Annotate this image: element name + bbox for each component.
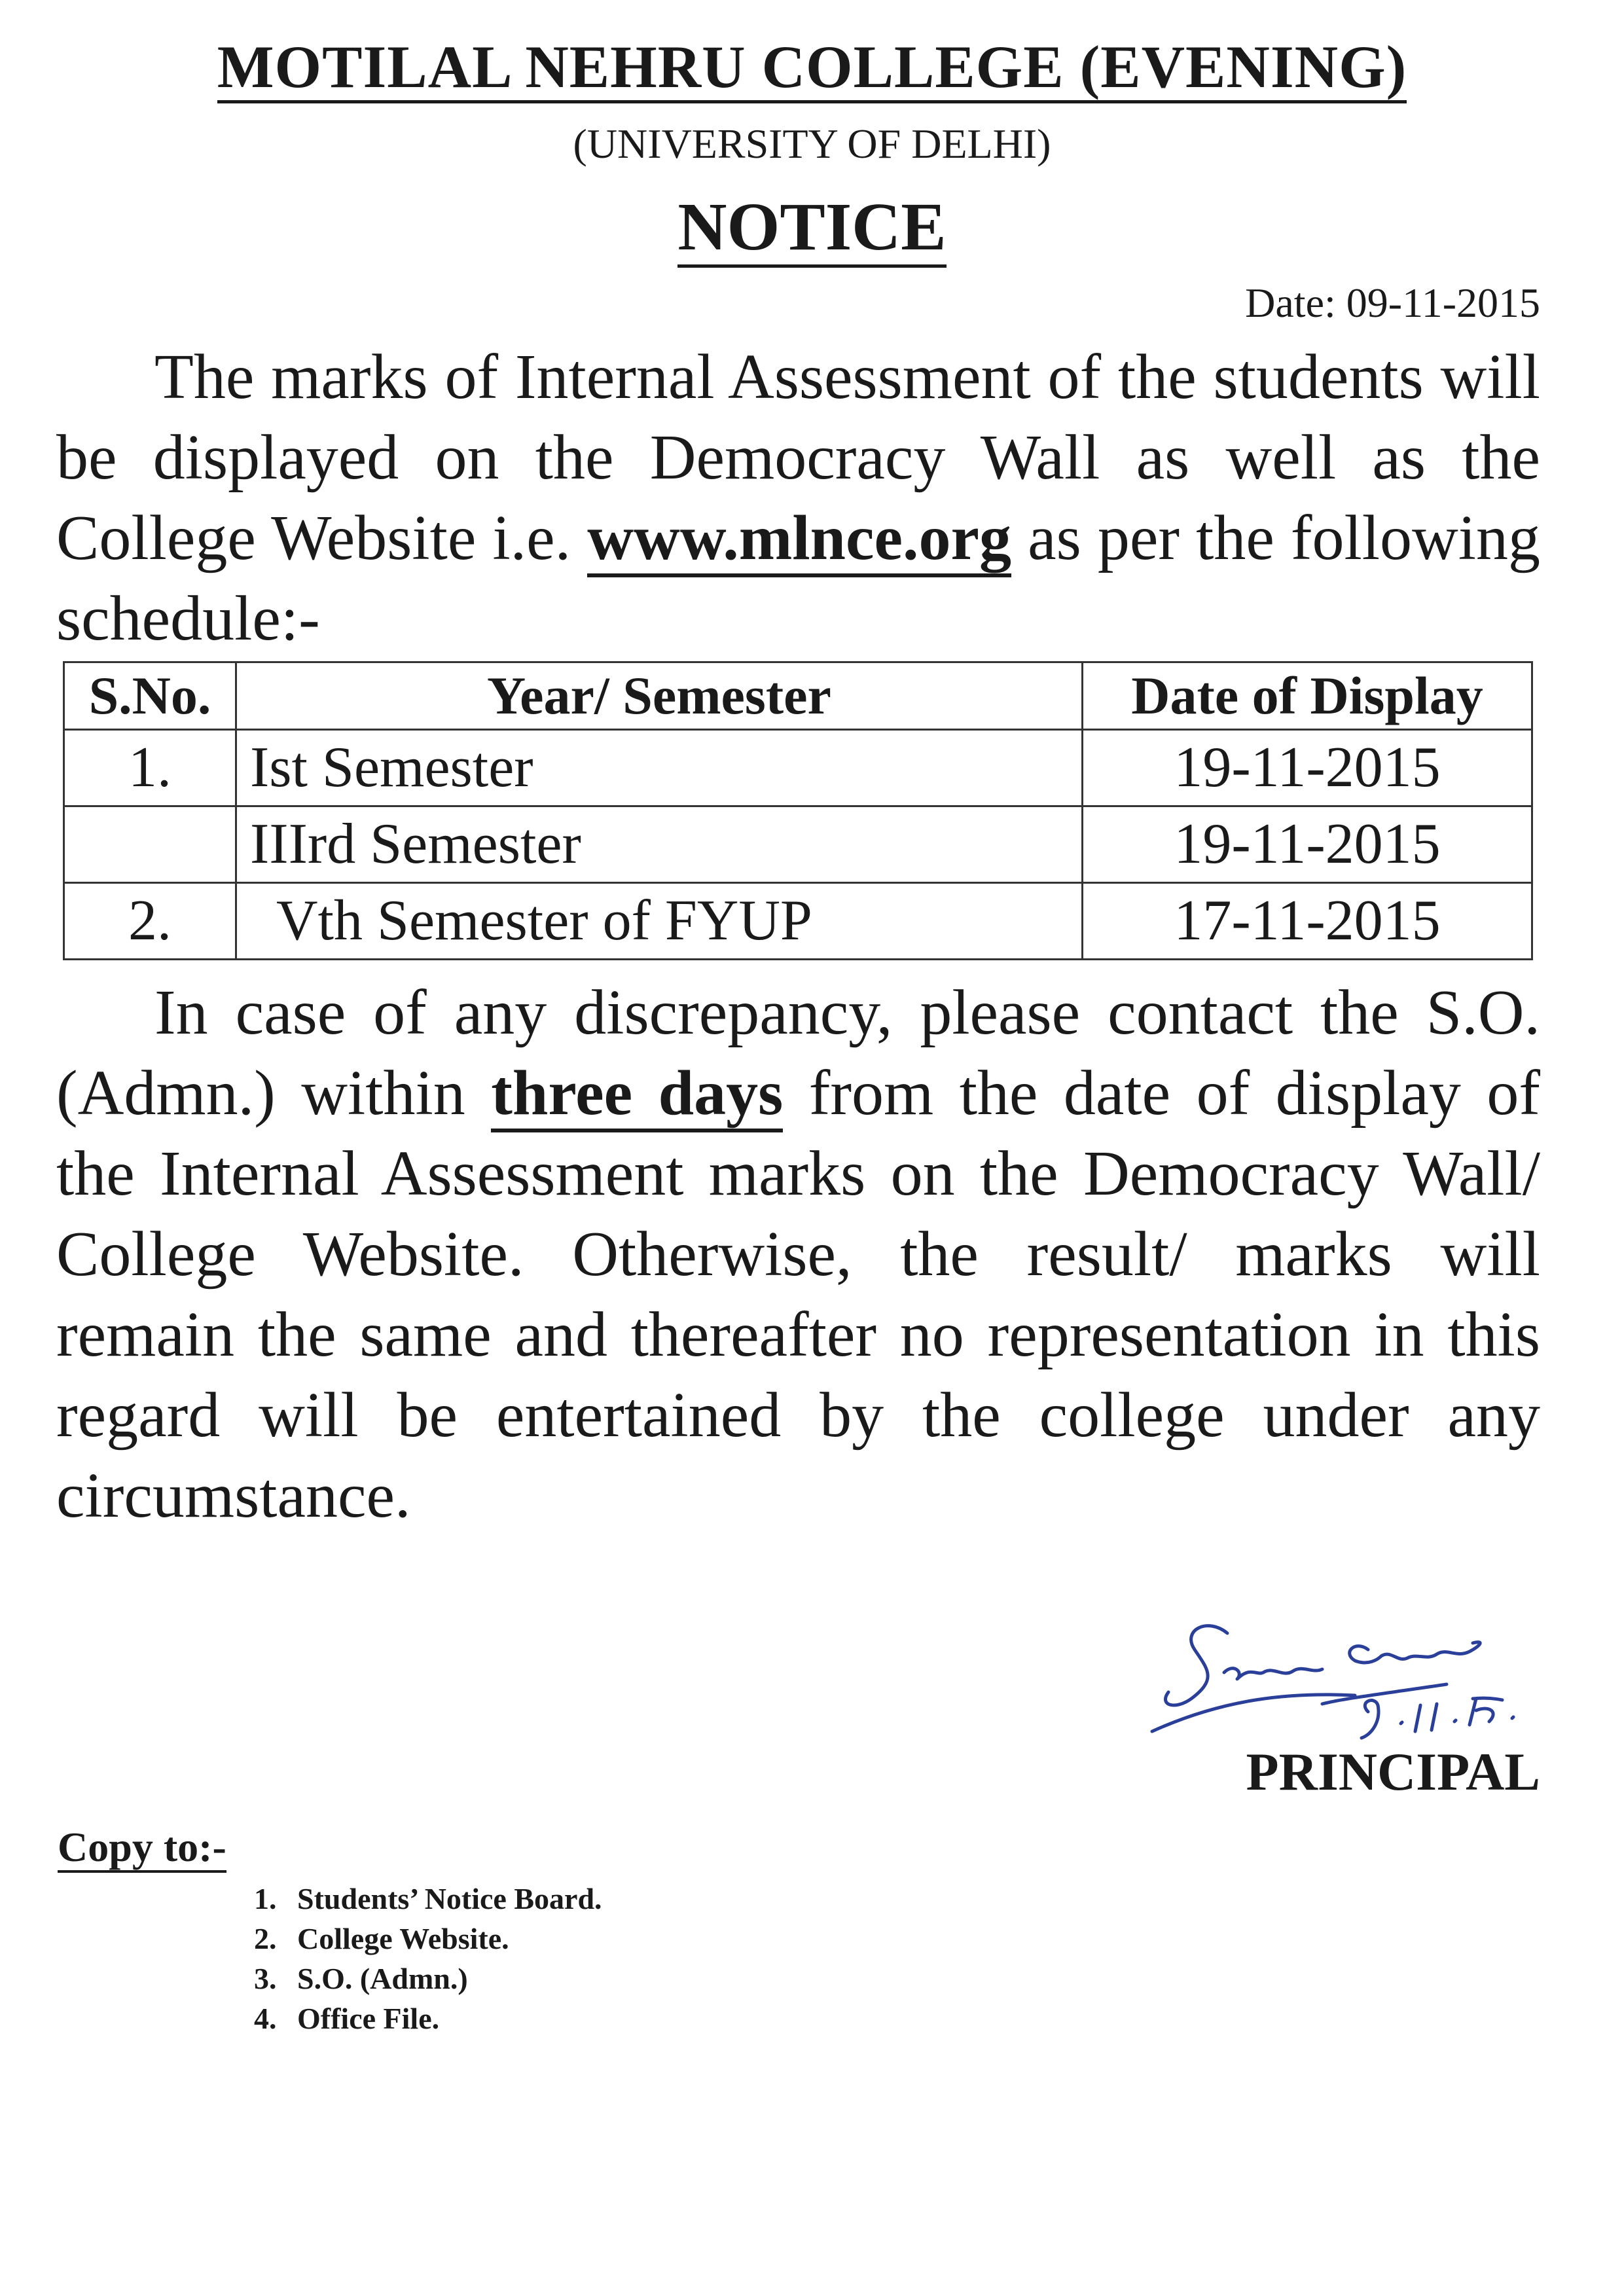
row-sno: 2. <box>64 883 236 960</box>
discrepancy-text-end: from the date of display of the Internal Assessment marks on the Democracy Wall/ College Website. Otherwise, the result/ marks will remain the same and thereafter no representation in this regard will be entertained by the college under any circumstance. <box>56 1058 1540 1531</box>
list-item: 3. S.O. (Admn.) <box>254 1962 468 1995</box>
list-item: 2. College Website. <box>254 1922 509 1955</box>
copy-to-list <box>254 1879 602 2038</box>
header-sno: S.No. <box>64 662 236 730</box>
row-date: 19-11-2015 <box>1083 730 1532 806</box>
row-sno: 1. <box>64 730 236 806</box>
website-link[interactable]: www.mlnce.org <box>587 503 1011 577</box>
row-sno <box>64 806 236 883</box>
discrepancy-paragraph <box>56 973 1540 1536</box>
table-row <box>64 806 1532 883</box>
deadline-emphasis: three days <box>491 1058 783 1132</box>
schedule-table <box>63 661 1533 960</box>
table-header-row <box>64 662 1532 730</box>
row-semester: Vth Semester of FYUP <box>236 883 1083 960</box>
list-item: 4. Office File. <box>254 2002 440 2035</box>
principal-designation: PRINCIPAL <box>1246 1742 1540 1801</box>
notice-title: NOTICE <box>0 190 1624 264</box>
intro-text: The marks of Internal Assessment of the students will be displayed on the Democracy Wall as well as the College Website i.e. <box>56 342 1540 573</box>
row-semester: Ist Semester <box>236 730 1083 806</box>
principal-signature <box>1146 1600 1571 1751</box>
table-row <box>64 883 1532 960</box>
college-name: MOTILAL NEHRU COLLEGE (EVENING) <box>0 34 1624 100</box>
copy-to-label: Copy to:- <box>58 1823 226 1871</box>
discrepancy-text: In case of any discrepancy, please contact the S.O. (Admn.) within <box>56 977 1540 1129</box>
notice-date: Date: 09-11-2015 <box>1245 280 1540 326</box>
row-semester: IIIrd Semester <box>236 806 1083 883</box>
list-item: 1. Students’ Notice Board. <box>254 1882 602 1915</box>
header-semester: Year/ Semester <box>236 662 1083 730</box>
row-date: 17-11-2015 <box>1083 883 1532 960</box>
table-row <box>64 730 1532 806</box>
intro-paragraph <box>56 337 1540 659</box>
university-name: (UNIVERSITY OF DELHI) <box>573 120 1051 167</box>
intro-text-end: as per the following schedule:- <box>56 503 1540 654</box>
row-date: 19-11-2015 <box>1083 806 1532 883</box>
header-date: Date of Display <box>1083 662 1532 730</box>
